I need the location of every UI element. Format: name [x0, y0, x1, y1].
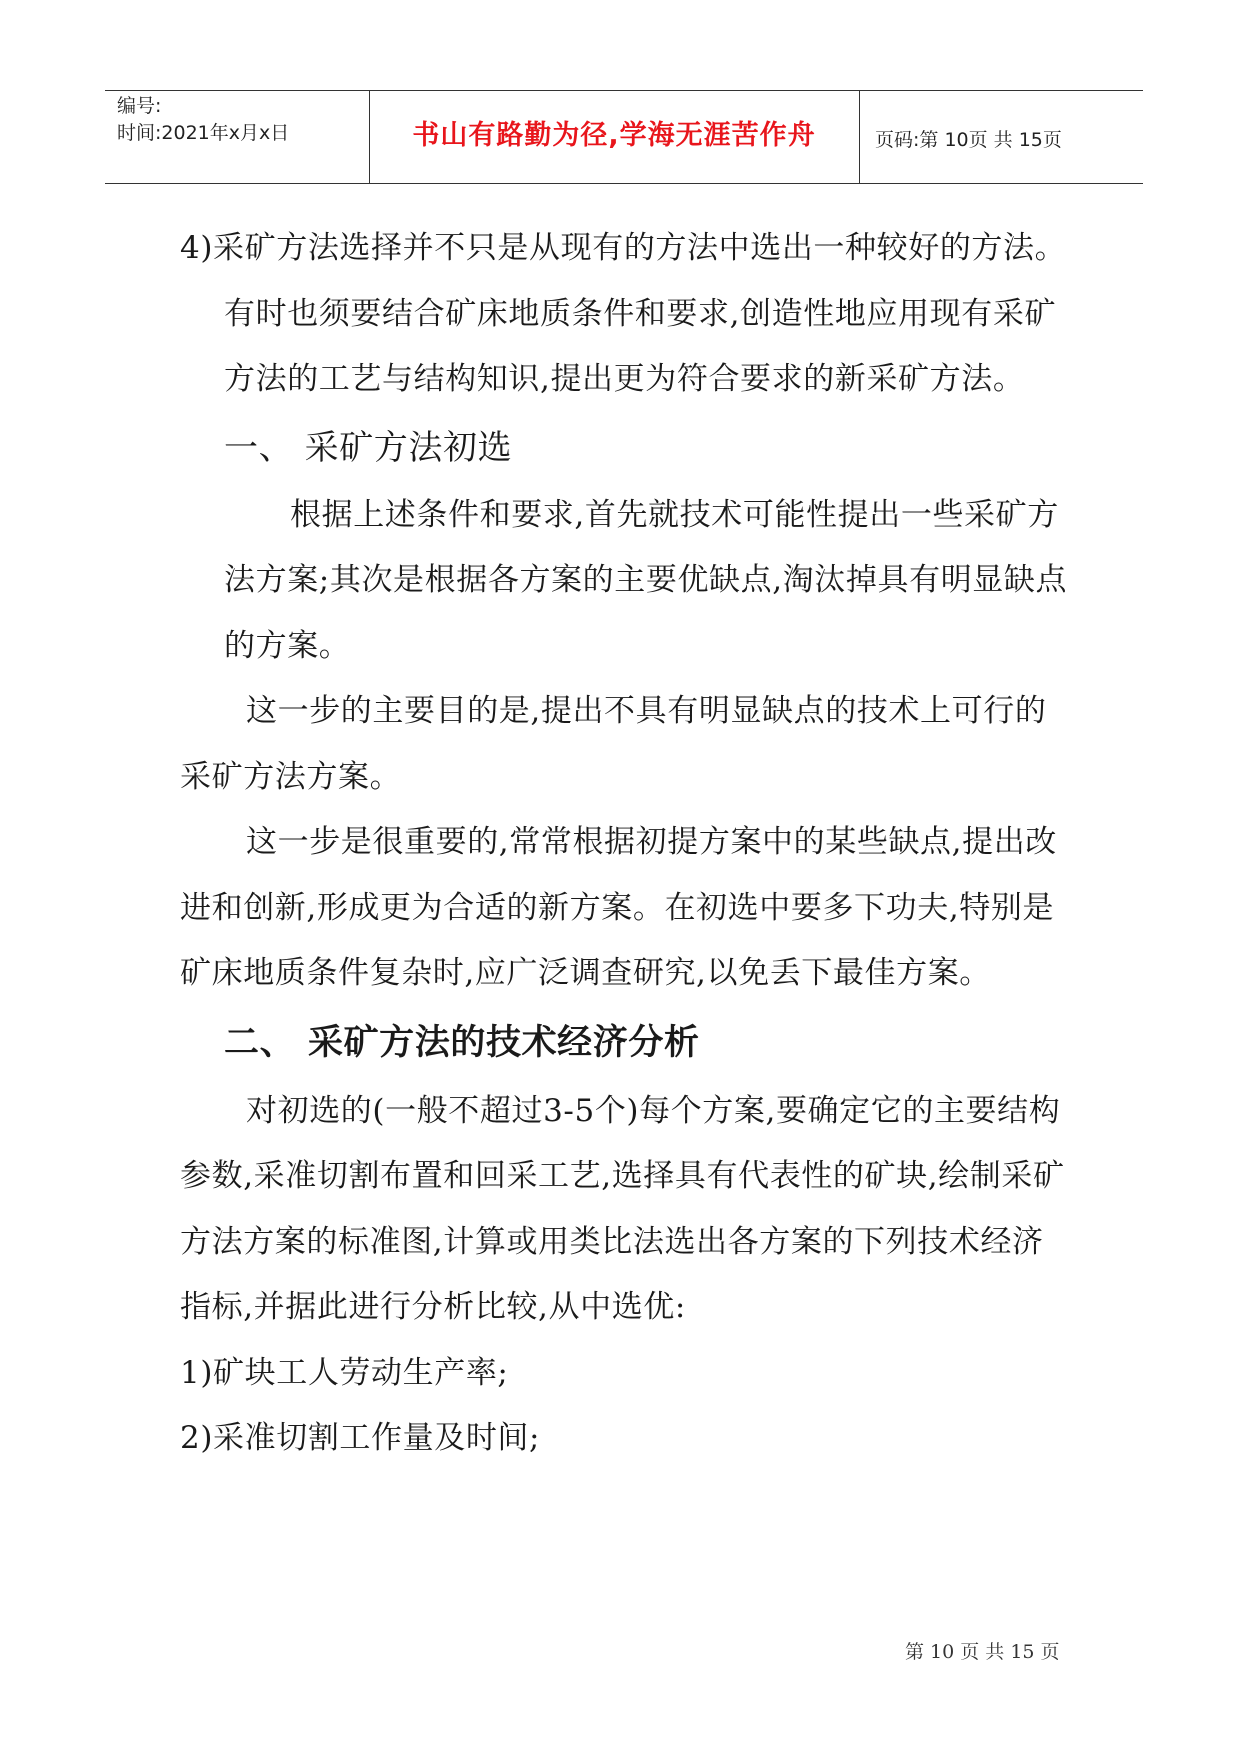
paragraph: 这一步的主要目的是,提出不具有明显缺点的技术上可行的采矿方法方案。 [180, 693, 1047, 795]
list-item: 1)矿块工人劳动生产率; [180, 1354, 509, 1391]
paragraph: 这一步是很重要的,常常根据初提方案中的某些缺点,提出改进和创新,形成更为合适的新方案。在初选中要多下功夫,特别是矿床地质条件复杂时,应广泛调查研究,以免丢下最佳方案。 [180, 824, 1057, 991]
section-heading-1: 一、 采矿方法初选 [224, 427, 513, 468]
document-header [105, 90, 1143, 184]
header-divider [859, 91, 860, 183]
document-body [180, 216, 1070, 1472]
section-heading-2: 二、 采矿方法的技术经济分析 [224, 1022, 700, 1063]
list-item: 2)采准切割工作量及时间; [180, 1420, 541, 1456]
header-number-label: 编号: [117, 95, 162, 117]
header-meta [117, 93, 289, 147]
header-motto: 书山有路勤为径,学海无涯苦作舟 [412, 120, 816, 151]
page-footer: 第 10 页 共 15 页 [905, 1641, 1060, 1663]
paragraph: 对初选的(一般不超过3-5个)每个方案,要确定它的主要结构参数,采准切割布置和回采工艺,选择具有代表性的矿块,绘制采矿方法方案的标准图,计算或用类比法选出各方案的下列技术经济指标,并据此进行分析比较,从中选优: [180, 1092, 1065, 1325]
list-paragraph-4: 4)采矿方法选择并不只是从现有的方法中选出一种较好的方法。有时也须要结合矿床地质条件和要求,创造性地应用现有采矿方法的工艺与结构知识,提出更为符合要求的新采矿方法。 [180, 230, 1067, 397]
paragraph: 根据上述条件和要求,首先就技术可能性提出一些采矿方法方案;其次是根据各方案的主要优缺点,淘汰掉具有明显缺点的方案。 [224, 496, 1068, 664]
header-time-label: 时间:2021年x月x日 [117, 122, 290, 144]
header-page-info: 页码:第 10页 共 15页 [875, 129, 1062, 151]
